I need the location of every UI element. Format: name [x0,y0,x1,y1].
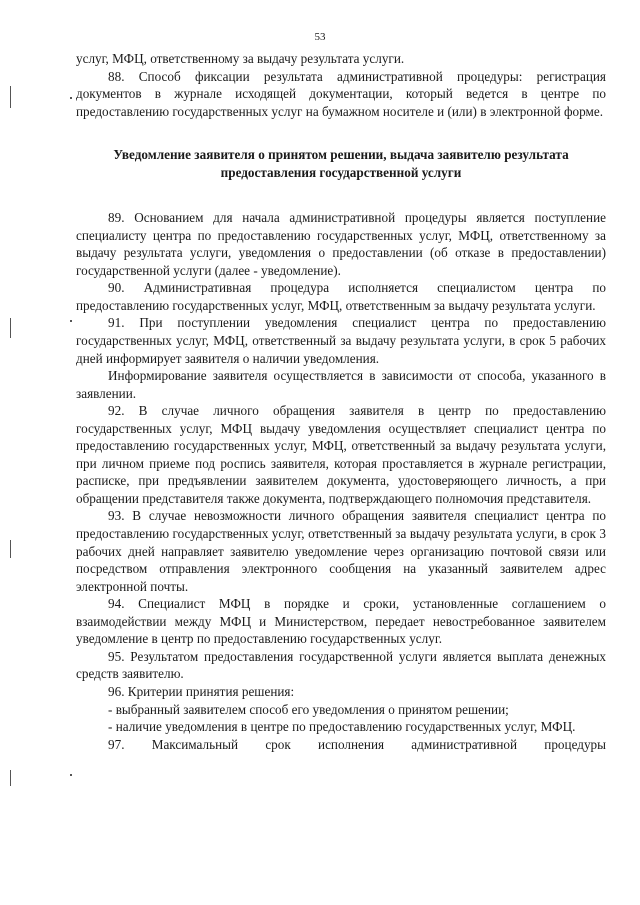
paragraph-informing: Информирование заявителя осуществляется в зависимости от способа, указанного в заявлении. [76,368,606,401]
scan-mark [10,770,11,786]
page-number: 53 [314,31,326,43]
scan-mark [70,774,72,776]
paragraph-90: 90. Административная процедура исполняется специалистом центра по предоставлению государственных услуг, МФЦ, ответственным за выдачу результата услуги. [76,280,606,313]
scan-mark [10,540,11,558]
paragraph-97: 97. Максимальный срок исполнения административной процедуры [108,736,606,752]
scan-mark [10,86,11,108]
section-heading: Уведомление заявителя о принятом решении, выдача заявителю результата предоставления государственной услуги [113,147,569,181]
paragraph-93: 93. В случае невозможности личного обращения заявителя специалист центра по предоставлению государственных услуг, ответственный за выдачу результата услуги, в срок 3 рабочих дней направляет заявителю уведомление через организацию почтовой связи или посредством отправления электронного сообщения на указанный заявителем адрес электронной почты. [76,508,606,594]
scan-mark [70,320,72,322]
paragraph: услуг, МФЦ, ответственному за выдачу результата услуги. [76,51,405,66]
scan-margin-marks [0,0,20,905]
paragraph-94: 94. Специалист МФЦ в порядке и сроки, установленные соглашением о взаимодействии между МФЦ и Министерством, передает невостребованное заявителем уведомление в центр по предоставлению государственных услуг. [76,596,606,647]
paragraph-88: 88. Способ фиксации результата административной процедуры: регистрация документов в журнале исходящей документации, который ведется в центре по предоставлению государственных услуг на бумажном носителе и (или) в электронной форме. [76,68,606,119]
paragraph-91: 91. При поступлении уведомления специалист центра по предоставлению государственных услуг, МФЦ, ответственный за выдачу результата услуги, в срок 5 рабочих дней информирует заявителя о наличии уведомления. [76,315,606,366]
paragraph-89: 89. Основанием для начала административной процедуры является поступление специалисту центра по предоставлению государственных услуг, МФЦ, ответственному за выдачу результата услуги, уведомления о предоставлении (об отказе в предоставлении) государственной услуги (далее - уведомление). [76,210,606,278]
criteria-item: - наличие уведомления в центре по предоставлению государственных услуг, МФЦ. [108,719,576,735]
document-body [76,50,606,753]
paragraph-95: 95. Результатом предоставления государственной услуги является выплата денежных средств заявителю. [76,648,606,682]
criteria-item: - выбранный заявителем способ его уведомления о принятом решении; [108,701,509,717]
paragraph-96: 96. Критерии принятия решения: [108,683,295,699]
paragraph-92: 92. В случае личного обращения заявителя в центр по предоставлению государственных услуг, МФЦ выдачу уведомления осуществляет специалист центра по предоставлению государственных услуг, МФЦ, ответственный за выдачу результата услуги, при личном приеме под роспись заявителя, которая проставляется в журнале регистрации, расписке, при предъявлении заявителем документа, удостоверяющего личность, а при обращении представителя также документа, подтверждающего полномочия представителя. [76,403,606,506]
scan-mark [10,318,11,338]
scan-mark [70,97,72,99]
